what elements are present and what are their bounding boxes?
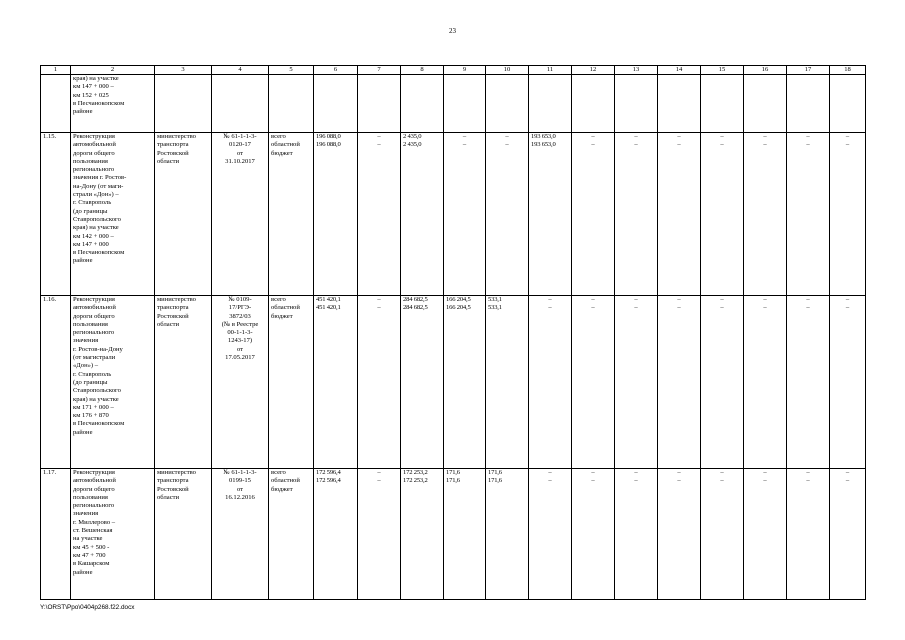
- value-c18: – –: [830, 133, 866, 296]
- funding-source: всего областной бюджет: [269, 133, 314, 296]
- value-c16: – –: [744, 133, 787, 296]
- header-cell-13: 13: [615, 66, 658, 75]
- value-c14: – –: [658, 296, 701, 469]
- header-cell-17: 17: [787, 66, 830, 75]
- object-name: Реконструкция автомобильной дороги общего пользования регионального значения г. Миллерово – ст. Вешенская на участке км 45 + 500 - км 47 + 700 в Кашарском районе: [71, 469, 155, 600]
- header-cell-15: 15: [701, 66, 744, 75]
- value-c15: – –: [701, 133, 744, 296]
- header-cell-1: 1: [41, 66, 71, 75]
- value-c8: 2 435,0 2 435,0: [401, 133, 444, 296]
- value-c8: 172 253,2 172 253,2: [401, 469, 444, 600]
- value-c7: – –: [358, 469, 401, 600]
- header-row: [41, 66, 866, 75]
- value-c11: 193 653,0 193 653,0: [529, 133, 572, 296]
- value-c9: – –: [444, 133, 486, 296]
- value-c18: – –: [830, 469, 866, 600]
- expertise-document: № 0109- 17/РГЭ- 3872/03 (№ в Реестре 00-1-1-3- 1243-17) от 17.05.2017: [212, 296, 269, 469]
- value-c14: – –: [658, 133, 701, 296]
- value-c17: – –: [787, 296, 830, 469]
- header-cell-7: 7: [358, 66, 401, 75]
- value-c9: 171,6 171,6: [444, 469, 486, 600]
- value-c12: – –: [572, 469, 615, 600]
- value-c15: – –: [701, 469, 744, 600]
- value-c12: – –: [572, 133, 615, 296]
- table-row: [41, 133, 866, 296]
- header-cell-9: 9: [444, 66, 486, 75]
- header-cell-5: 5: [269, 66, 314, 75]
- value-c13: – –: [615, 133, 658, 296]
- table-row: [41, 296, 866, 469]
- program-table: [40, 65, 866, 600]
- header-cell-14: 14: [658, 66, 701, 75]
- object-name: Реконструкция автомобильной дороги общего пользования регионального значения г. Ростов-на-Дону (от магистрали «Дон») – г. Ставрополь (до границы Ставропольского края) на участке км 171 + 000 – км 176 + 870 в Песчанокопском районе: [71, 296, 155, 469]
- value-c17: – –: [787, 469, 830, 600]
- responsible-ministry: министерство транспорта Ростовской области: [155, 296, 212, 469]
- value-c11: – –: [529, 469, 572, 600]
- value-c16: – –: [744, 469, 787, 600]
- value-c10: – –: [486, 133, 529, 296]
- row-number: 1.17.: [41, 469, 71, 600]
- header-cell-2: 2: [71, 66, 155, 75]
- value-c18: – –: [830, 296, 866, 469]
- row-number: 1.15.: [41, 133, 71, 296]
- value-c7: – –: [358, 133, 401, 296]
- continuation-row: [41, 75, 866, 133]
- page-number: 23: [449, 27, 456, 35]
- value-c6: 172 596,4 172 596,4: [314, 469, 358, 600]
- header-cell-16: 16: [744, 66, 787, 75]
- value-c16: – –: [744, 296, 787, 469]
- value-c10: 171,6 171,6: [486, 469, 529, 600]
- value-c6: 196 088,0 196 088,0: [314, 133, 358, 296]
- expertise-document: № 61-1-1-3- 0120-17 от 31.10.2017: [212, 133, 269, 296]
- header-cell-11: 11: [529, 66, 572, 75]
- value-c12: – –: [572, 296, 615, 469]
- funding-source: всего областной бюджет: [269, 469, 314, 600]
- value-c6: 451 420,1 451 420,1: [314, 296, 358, 469]
- header-cell-4: 4: [212, 66, 269, 75]
- value-c11: – –: [529, 296, 572, 469]
- table-row: [41, 469, 866, 600]
- value-c13: – –: [615, 296, 658, 469]
- responsible-ministry: министерство транспорта Ростовской области: [155, 133, 212, 296]
- header-cell-10: 10: [486, 66, 529, 75]
- header-cell-12: 12: [572, 66, 615, 75]
- value-c15: – –: [701, 296, 744, 469]
- row-number: 1.16.: [41, 296, 71, 469]
- value-c7: – –: [358, 296, 401, 469]
- value-c10: 533,1 533,1: [486, 296, 529, 469]
- value-c8: 284 682,5 284 682,5: [401, 296, 444, 469]
- header-cell-6: 6: [314, 66, 358, 75]
- responsible-ministry: министерство транспорта Ростовской области: [155, 469, 212, 600]
- value-c9: 166 204,5 166 204,5: [444, 296, 486, 469]
- continuation-name: края) на участке км 147 + 000 – км 152 + 025 в Песчанокопском районе: [71, 75, 155, 133]
- header-cell-3: 3: [155, 66, 212, 75]
- funding-source: всего областной бюджет: [269, 296, 314, 469]
- file-path-footer: Y:\ORST\Ppo\0404p268.f22.docx: [40, 604, 135, 611]
- value-c17: – –: [787, 133, 830, 296]
- header-cell-8: 8: [401, 66, 444, 75]
- expertise-document: № 61-1-1-3- 0199-15 от 16.12.2016: [212, 469, 269, 600]
- header-cell-18: 18: [830, 66, 866, 75]
- object-name: Реконструкция автомобильной дороги общего пользования регионального значения г. Ростов- на-Дону (от маги- страли «Дон») – г. Ставрополь (до границы Ставропольского края) на участке км 142 + 000 – км 147 + 000 в Песчанокопском районе: [71, 133, 155, 296]
- value-c14: – –: [658, 469, 701, 600]
- value-c13: – –: [615, 469, 658, 600]
